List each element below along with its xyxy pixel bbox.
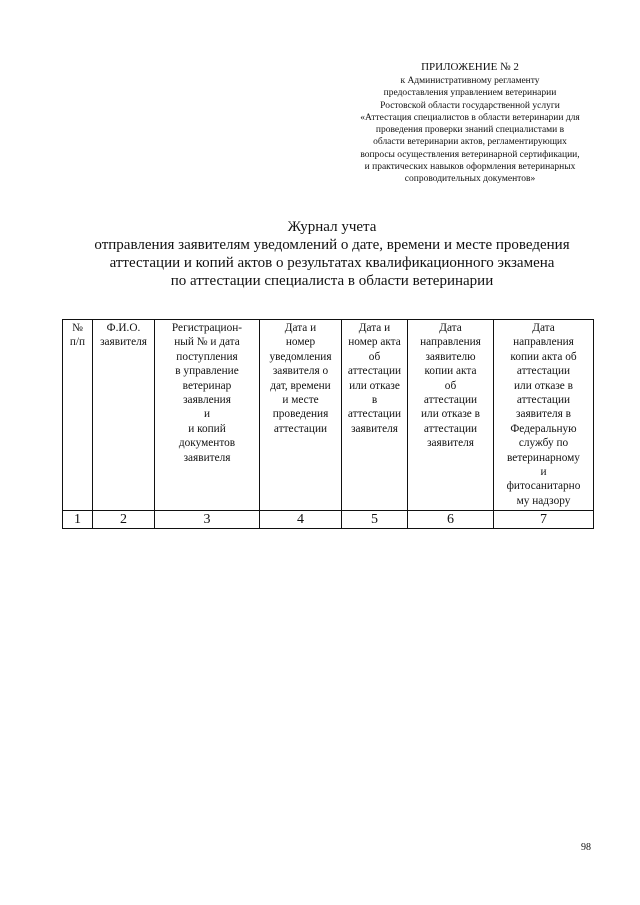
column-header-line: об (368, 350, 381, 363)
column-number: 1 (63, 511, 93, 529)
column-header-line: аттестации (516, 394, 571, 407)
appendix-line: вопросы осуществления ветеринарной сертификации, (360, 149, 580, 160)
column-header-line: в управление (175, 365, 239, 378)
appendix-header (330, 60, 610, 186)
column-header-line: ветеринар (182, 379, 232, 392)
column-header (63, 320, 93, 511)
column-header-line: в (371, 394, 378, 407)
journal-title-line: аттестации и копий актов о результатах квалификационного экзамена (109, 255, 555, 271)
column-header-line: Регистрацион- (171, 322, 243, 334)
journal-title-line: отправления заявителям уведомлений о дате, времени и месте проведения (94, 237, 570, 253)
appendix-line: сопроводительных документов» (404, 174, 536, 185)
page-number: 98 (581, 842, 591, 853)
column-header-line: аттестации (347, 408, 402, 421)
column-number: 4 (260, 511, 342, 529)
column-header-line: ный № и дата (174, 336, 240, 349)
column-header-line: поступления (176, 350, 238, 363)
column-header-line: уведомления (269, 350, 332, 363)
column-number: 2 (93, 511, 155, 529)
column-header-line: п/п (69, 336, 86, 349)
column-header-line: Дата (439, 322, 462, 334)
column-header (93, 320, 155, 511)
column-header-line: аттестации (516, 365, 571, 378)
column-header-line: фитосанитарно (506, 480, 581, 493)
appendix-line: предоставления управлением ветеринарии (383, 88, 557, 99)
column-header-line: Ф.И.О. (106, 322, 141, 334)
column-header-line: или отказе в (421, 408, 480, 421)
column-header (155, 320, 260, 511)
column-header-line: аттестации (273, 422, 328, 435)
column-number: 6 (408, 511, 494, 529)
appendix-line: проведения проверки знаний специалистами в (375, 125, 565, 136)
column-header-line: об (444, 379, 457, 392)
column-header-line: или отказе (349, 379, 400, 392)
column-header-line: службу по (518, 437, 569, 450)
column-header-line: заявителю (425, 350, 476, 363)
journal-table (62, 319, 594, 529)
column-header-line: и (540, 466, 547, 479)
column-header (260, 320, 342, 511)
column-header-line: номер (285, 336, 316, 349)
column-number-row (63, 511, 594, 529)
column-header-line: заявителя (351, 422, 398, 435)
column-header (342, 320, 408, 511)
column-header (494, 320, 594, 511)
column-header-line: заявителя (183, 451, 231, 464)
column-header-line: заявителя в (516, 408, 571, 421)
column-header-line: и месте (282, 394, 319, 407)
column-header-line: заявителя (100, 336, 147, 349)
column-number: 5 (342, 511, 408, 529)
appendix-heading: ПРИЛОЖЕНИЕ № 2 (421, 61, 519, 73)
column-header-line: заявителя (427, 437, 474, 450)
appendix-line: Ростовской области государственной услуги (380, 100, 560, 111)
column-header-line: Дата и (358, 322, 391, 334)
column-header-line: направления (420, 336, 481, 349)
column-header-line: му надзору (516, 494, 571, 507)
table-header-row (63, 320, 594, 511)
journal-title-line: по аттестации специалиста в области ветеринарии (170, 273, 494, 289)
column-header-line: проведения (272, 408, 329, 421)
appendix-line: «Аттестация специалистов в области ветеринарии для (360, 112, 580, 123)
column-header-line: копии акта (424, 365, 477, 378)
appendix-line: области ветеринарии актов, регламентирующих (373, 137, 567, 148)
column-header-line: копии акта об (510, 350, 577, 363)
column-header-line: Дата и (284, 322, 317, 334)
column-number: 7 (494, 511, 594, 529)
column-header-line: заявления (183, 394, 231, 407)
column-header-line: Дата (532, 322, 555, 334)
appendix-line: и практических навыков оформления ветеринарных (364, 162, 576, 173)
column-header-line: и (203, 408, 211, 421)
appendix-line: к Административному регламенту (400, 76, 540, 86)
journal-title-main: Журнал учета (287, 219, 377, 235)
column-header-line: документов (178, 437, 236, 450)
column-header-line: № (72, 322, 83, 334)
column-number: 3 (155, 511, 260, 529)
column-header-line: или отказе в (514, 379, 573, 392)
column-header-line: заявителя о (272, 365, 329, 378)
column-header-line: аттестации (347, 365, 402, 378)
column-header-line: номер акта (348, 336, 401, 349)
column-header-line: направления (513, 336, 574, 349)
column-header-line: Федеральную (510, 422, 577, 435)
column-header-line: дат, времени (270, 379, 331, 392)
column-header-line: аттестации (423, 422, 478, 435)
column-header-line: и копий (188, 422, 226, 435)
column-header (408, 320, 494, 511)
journal-title (40, 218, 624, 290)
column-header-line: аттестации (423, 394, 478, 407)
column-header-line: ветеринарному (507, 451, 580, 464)
